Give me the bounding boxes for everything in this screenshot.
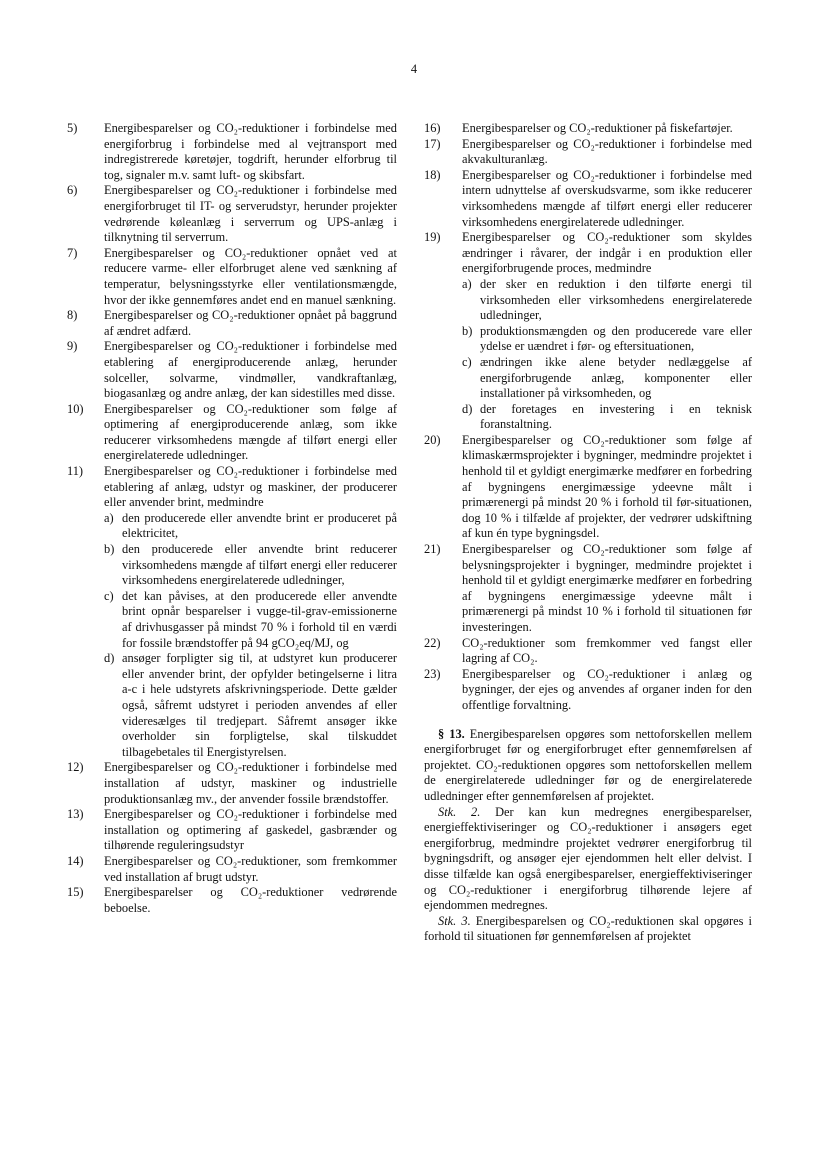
page-number: 4 bbox=[410, 62, 418, 76]
item-number: 8) bbox=[67, 308, 78, 323]
item-text: Energibesparelser og CO₂-reduktioner som følge af klimaskærmsprojekter i bygninger, medmindre projektet i henhold til et gyldigt energimærke medfører en forbedring af bygningens energimæssige ydeevne målt i primærenergi på mindst 20 % i forhold til før-situationen, dog 10 % i tilfælde af projekter, der vedrører udskiftning af kun én type bygningsdel. bbox=[462, 432, 752, 541]
list-item bbox=[424, 137, 752, 168]
sub-item-letter: b) bbox=[462, 323, 473, 338]
list-item bbox=[66, 183, 397, 245]
list-item bbox=[66, 464, 397, 760]
item-text: Energibesparelser og CO₂-reduktioner i anlæg og bygninger, der ejes og anvendes af organer inden for den offentlige forvaltning. bbox=[462, 666, 752, 712]
item-text: Energibesparelser og CO₂-reduktioner i forbindelse med installation af udstyr, maskiner og industrielle produktionsanlæg mv., der anvender fossile brændstoffer. bbox=[104, 760, 397, 806]
sub-item-text: ændringen ikke alene betyder nedlæggelse af energiforbrugende anlæg, komponenter eller installationer på virksomheden, og bbox=[480, 354, 752, 401]
sub-item-text: den producerede eller anvendte brint er produceret på elektricitet, bbox=[122, 510, 397, 541]
sub-item bbox=[462, 277, 752, 324]
sub-item-text: ansøger forpligter sig til, at udstyret kun producerer eller anvender brint, der opfylder betingelserne i litra a-c i hele udstyrets afskrivningsperiode. Dette gælder også, såfremt udstyret i perioden anvendes af eller videresælges til tredjepart. Såfremt ansøger ikke overholder sin forpligtelse, skal tilskuddet tilbagebetales til Energistyrelsen. bbox=[122, 651, 397, 759]
list-item bbox=[66, 121, 397, 183]
list-item bbox=[424, 168, 752, 230]
list-item bbox=[66, 402, 397, 464]
sub-item-text: produktionsmængden og den producerede vare eller ydelse er uændret i før- og eftersituationen, bbox=[480, 323, 752, 354]
sub-item-text: det kan påvises, at den producerede eller anvendte brint opnår besparelser i vugge-til-grav-emissionerne af drivhusgasser på mindst 70 % i forhold til en værdi for fossile brændstoffer på 94 gCO₂eq/MJ, og bbox=[122, 588, 397, 650]
sub-item-text: den producerede eller anvendte brint reducerer virksomhedens mængde af tilført energi eller reducerer virksomhedens energirelaterede udledninger, bbox=[122, 542, 397, 588]
item-text: Energibesparelser og CO₂-reduktioner som skyldes ændringer i råvarer, der indgår i en produktion eller energiforbrugende proces, medmindre bbox=[462, 230, 752, 276]
sub-item-letter: d) bbox=[462, 401, 473, 416]
sub-item-letter: a) bbox=[104, 510, 114, 525]
item-number: 19) bbox=[424, 230, 441, 245]
sub-item bbox=[104, 511, 397, 542]
sub-item-letter: c) bbox=[462, 354, 472, 369]
item-number: 21) bbox=[424, 542, 441, 557]
item-number: 20) bbox=[424, 432, 441, 447]
sub-item-text: der foretages en investering i en teknisk foranstaltning. bbox=[480, 401, 752, 432]
item-text: Energibesparelser og CO₂-reduktioner på fiskefartøjer. bbox=[462, 121, 733, 135]
sub-item-letter: c) bbox=[104, 588, 114, 603]
sub-item bbox=[104, 542, 397, 589]
item-number: 16) bbox=[424, 121, 441, 135]
stk-3-text: Energibesparelsen og CO₂-reduktionen skal opgøres i forhold til situationen før gennemførelsen af projektet bbox=[424, 913, 752, 944]
section-13-text: Energibesparelsen opgøres som nettoforskellen mellem energiforbruget før og energiforbruget efter gennemførelsen af projektet. CO₂-reduktionen opgøres som nettoforskellen mellem de energirelaterede udledninger før og de energirelaterede udledninger efter gennemførelsen af projektet. bbox=[424, 726, 753, 803]
item-number: 5) bbox=[67, 121, 78, 135]
item-text: Energibesparelser og CO₂-reduktioner, som fremkommer ved installation af brugt udstyr. bbox=[104, 853, 397, 884]
sub-item bbox=[462, 355, 752, 402]
item-number: 10) bbox=[67, 401, 84, 416]
item-text: Energibesparelser og CO₂-reduktioner som følge af optimering af energiproducerende anlæg, som ikke reducerer virksomhedens mængde af tilført energi eller energirelaterede udledninger. bbox=[104, 401, 397, 463]
item-text: Energibesparelser og CO₂-reduktioner i forbindelse med energiforbrug i forbindelse med al vejtransport med indregistrerede køretøjer, togdrift, herunder elforbrug til tog, signaler m.v. samt luft- og skibsfart. bbox=[104, 121, 397, 182]
item-number: 12) bbox=[67, 760, 84, 775]
list-item bbox=[424, 230, 752, 433]
item-number: 23) bbox=[424, 666, 441, 681]
list-item bbox=[66, 854, 397, 885]
sub-item-letter: d) bbox=[104, 651, 115, 666]
item-text: Energibesparelser og CO₂-reduktioner opnået på baggrund af ændret adfærd. bbox=[104, 308, 397, 338]
item-text: Energibesparelser og CO₂-reduktioner i forbindelse med energiforbruget til IT- og serverudstyr, herunder projekter vedrørende køleanlæg i serverrum og UPS-anlæg i tilknytning til serverrum. bbox=[104, 183, 397, 245]
stk-2-text: Der kan kun medregnes energibesparelser, energieffektiviseringer og CO₂-reduktioner i ansøgers eget energiforbrug, medmindre projektet vedrører energiforbrug til bygningsdrift, og ansøger ejer ejendommen helt eller delvist. I disse tilfælde kan også energibesparelser, energieffektiviseringer og CO₂-reduktioner i energiforbrug tilhørende lejere af ejendommen medregnes. bbox=[424, 804, 752, 913]
list-item bbox=[66, 308, 397, 339]
item-text: Energibesparelser og CO₂-reduktioner i forbindelse med etablering af anlæg, udstyr og maskiner, der producerer eller anvender brint, medmindre bbox=[104, 464, 397, 510]
item-number: 13) bbox=[67, 807, 84, 822]
list-item bbox=[424, 542, 752, 636]
list-item bbox=[66, 885, 397, 916]
list-item bbox=[66, 246, 397, 308]
sub-item-letter: b) bbox=[104, 542, 115, 557]
stk-3-paragraph bbox=[424, 914, 752, 945]
right-column bbox=[424, 121, 752, 945]
item-number: 9) bbox=[67, 339, 78, 354]
list-item bbox=[424, 636, 752, 667]
item-number: 7) bbox=[67, 245, 78, 260]
item-text: Energibesparelser og CO₂-reduktioner i forbindelse med etablering af energiproducerende anlæg, herunder solceller, solvarme, vindmøller, vandkraftanlæg, biogasanlæg og andre anlæg, der kan sidestilles med disse. bbox=[104, 339, 397, 401]
stk-2-paragraph bbox=[424, 805, 752, 914]
item-text: Energibesparelser og CO₂-reduktioner i forbindelse med installation og optimering af gaskedel, gasbrænder og tilhørende reguleringsudstyr bbox=[104, 807, 397, 853]
item-number: 22) bbox=[424, 635, 441, 650]
stk-2-label: Stk. 2. bbox=[438, 804, 481, 819]
item-number: 17) bbox=[424, 136, 441, 151]
sub-item bbox=[462, 324, 752, 355]
sub-item bbox=[104, 589, 397, 651]
section-13-paragraph bbox=[424, 727, 752, 805]
item-text: Energibesparelser og CO₂-reduktioner som følge af belysningsprojekter i bygninger, medmindre projektet i henhold til et gyldigt energimærke medfører en forbedring af bygningens energimæssige ydeevne målt i primærenergi på mindst 10 % i forhold til situationen før investeringen. bbox=[462, 542, 752, 634]
item-text: Energibesparelser og CO₂-reduktioner opnået ved at reducere varme- eller elforbruget alene ved sænkning af temperatur, belysningsstyrke eller ventilationsmængde, hvor der ikke gennemføres andet end en manuel sænkning. bbox=[104, 245, 397, 307]
sub-item bbox=[462, 402, 752, 433]
list-item bbox=[66, 807, 397, 854]
stk-3-label: Stk. 3. bbox=[438, 913, 471, 928]
sub-item-letter: a) bbox=[462, 276, 472, 291]
sub-item-text: der sker en reduktion i den tilførte energi til virksomheden eller virksomhedens energirelaterede udledninger, bbox=[480, 276, 752, 323]
left-column bbox=[66, 121, 397, 916]
list-item bbox=[424, 667, 752, 714]
section-13-label: § 13. bbox=[438, 726, 465, 741]
item-text: Energibesparelser og CO₂-reduktioner i forbindelse med akvakulturanlæg. bbox=[462, 136, 752, 167]
list-item bbox=[424, 433, 752, 542]
list-item bbox=[66, 760, 397, 807]
item-text: CO₂-reduktioner som fremkommer ved fangst eller lagring af CO₂. bbox=[462, 635, 752, 666]
item-text: Energibesparelser og CO₂-reduktioner vedrørende beboelse. bbox=[104, 885, 397, 915]
item-number: 18) bbox=[424, 167, 441, 182]
item-number: 15) bbox=[67, 885, 84, 900]
sub-item bbox=[104, 651, 397, 760]
item-number: 11) bbox=[67, 464, 84, 479]
item-number: 6) bbox=[67, 183, 78, 198]
list-item bbox=[66, 339, 397, 401]
list-item bbox=[424, 121, 752, 137]
item-text: Energibesparelser og CO₂-reduktioner i forbindelse med intern udnyttelse af overskudsvarme, som ikke reducerer virksomhedens mængde af tilført energi eller reducerer virksomhedens energirelaterede udledninger. bbox=[462, 167, 752, 229]
item-number: 14) bbox=[67, 853, 84, 868]
